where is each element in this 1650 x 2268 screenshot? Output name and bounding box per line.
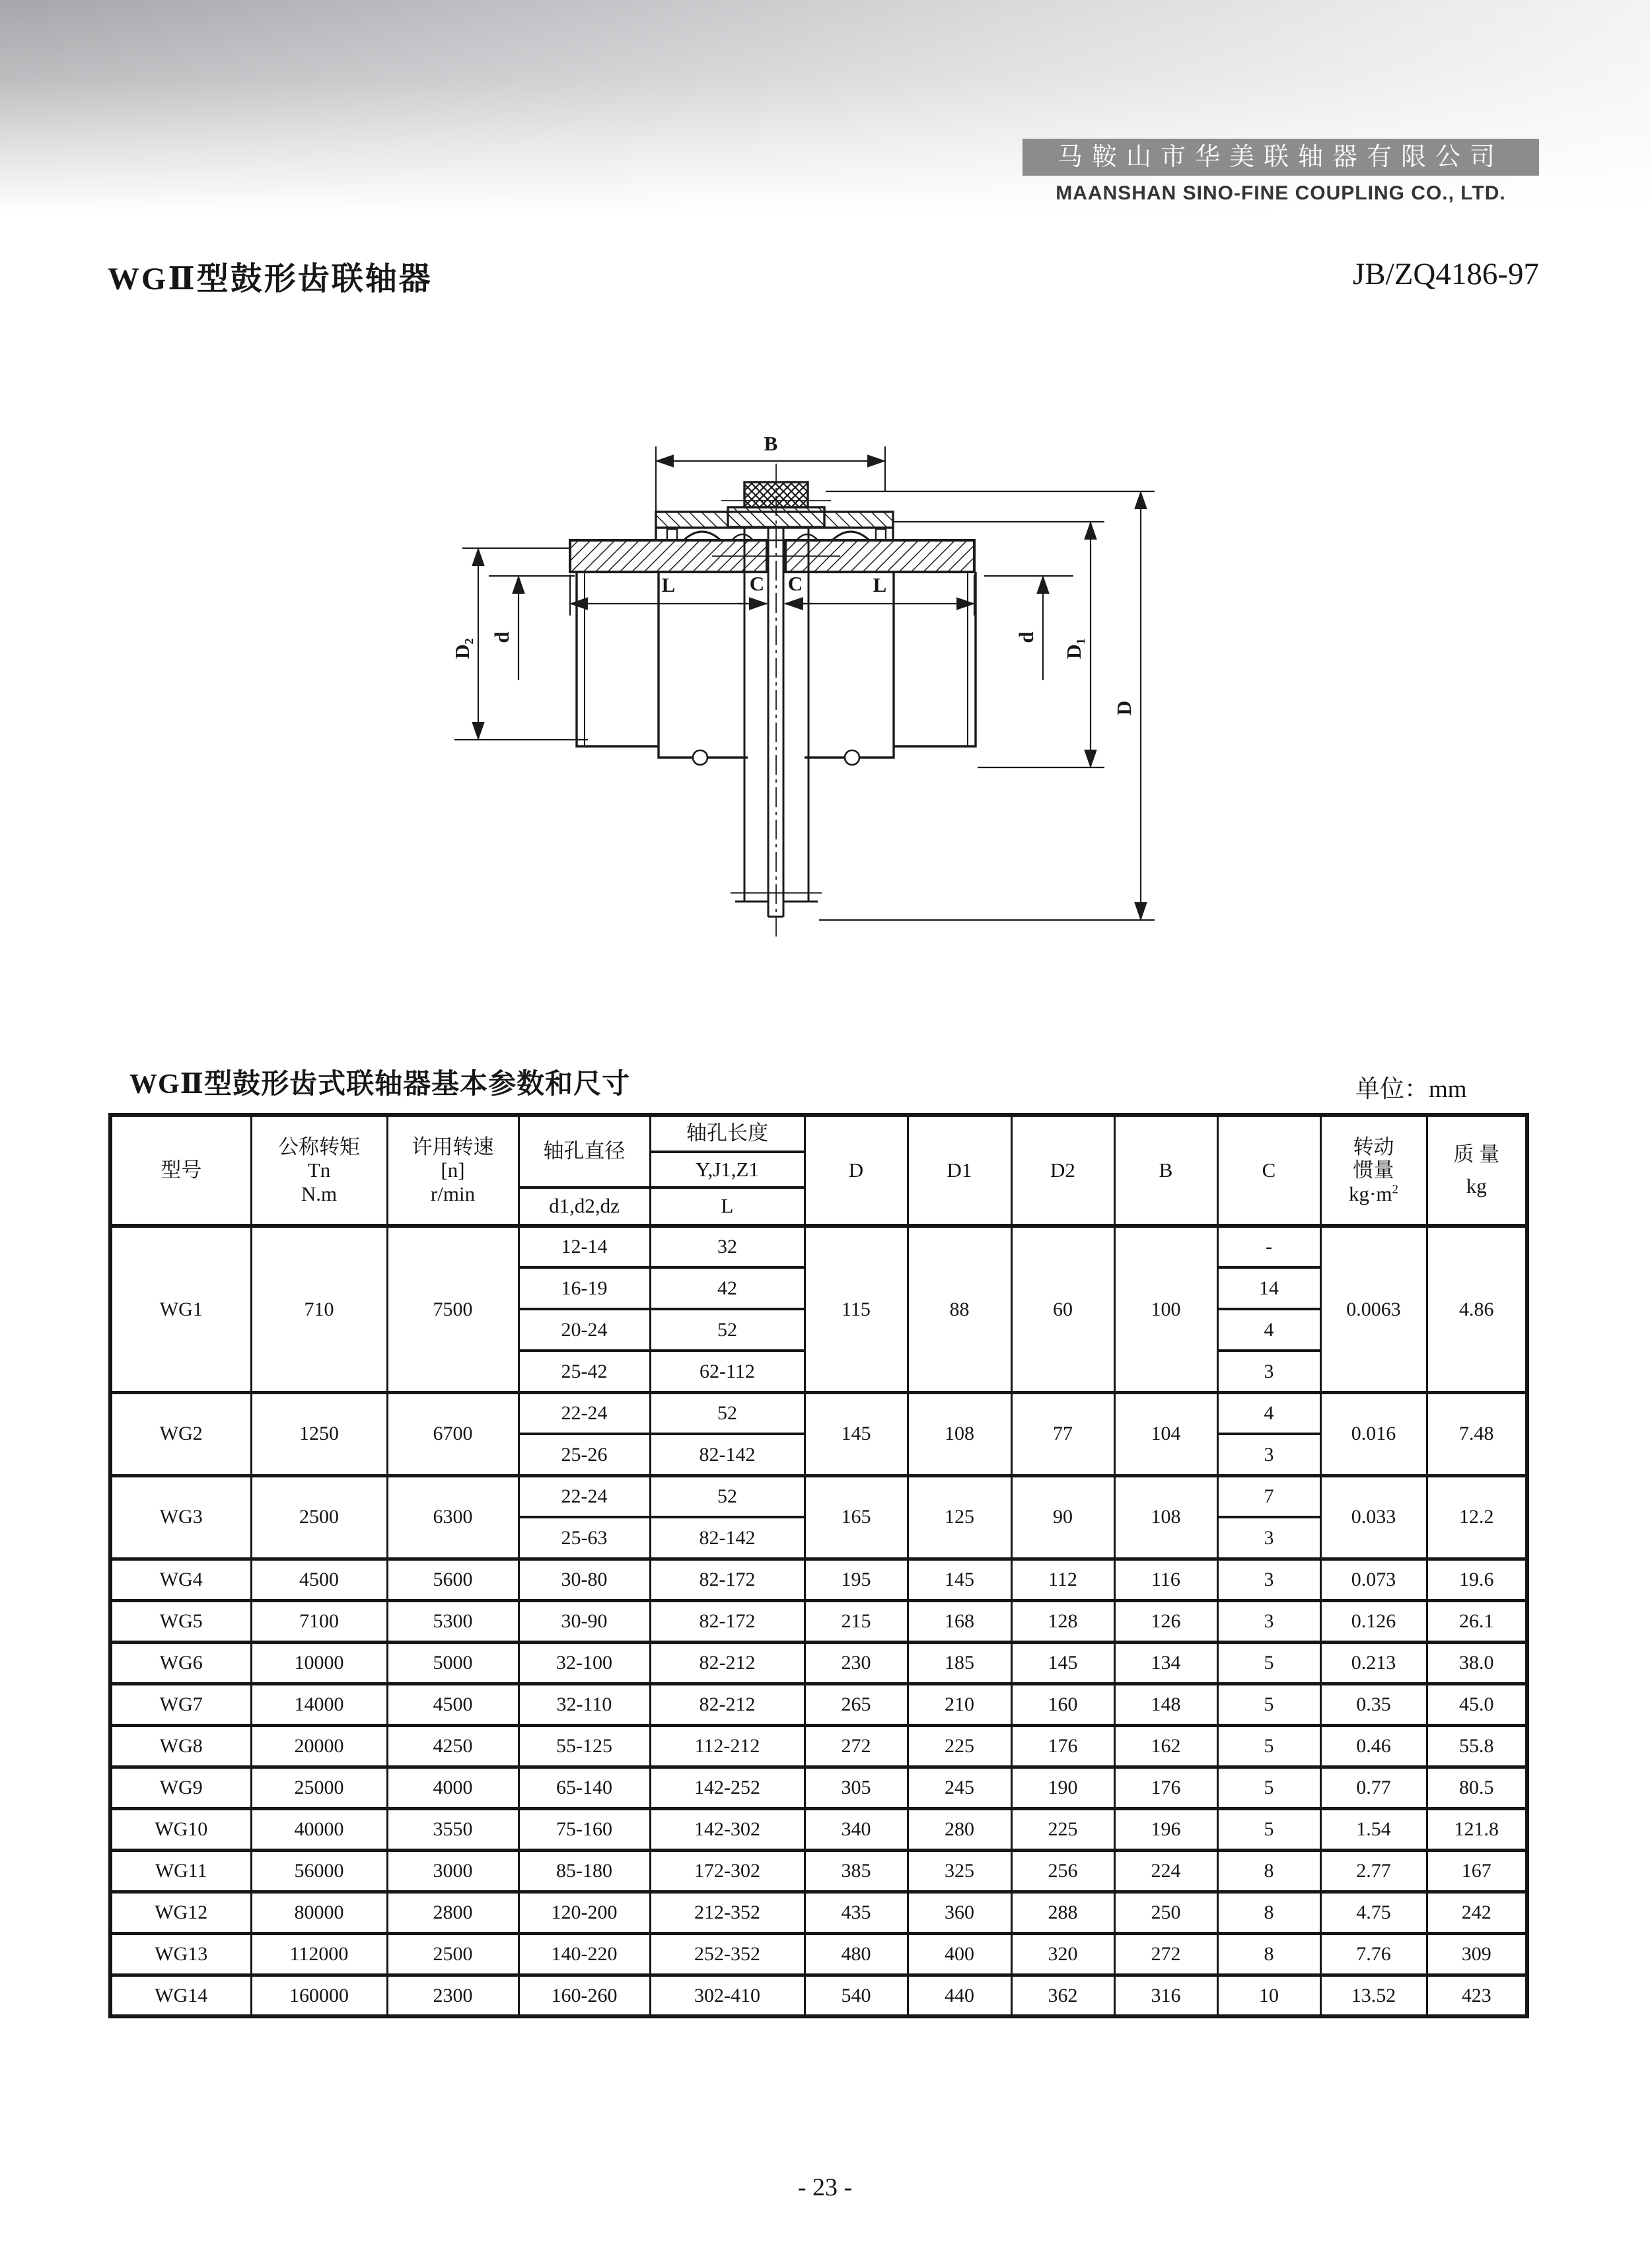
- coupling-drawing-svg: [423, 416, 1295, 944]
- model-cell: WG3: [110, 1475, 251, 1559]
- dim-label-D2: D₂: [450, 638, 474, 659]
- dim-left: [454, 548, 588, 740]
- bore-length-cell: 52: [650, 1392, 805, 1434]
- col-header-bore-diameter: 轴孔直径: [519, 1115, 650, 1187]
- mass-cell: 423: [1427, 1975, 1527, 2016]
- inertia-cell: 1.54: [1320, 1808, 1427, 1850]
- mass-cell: 80.5: [1427, 1767, 1527, 1808]
- D-cell: 215: [805, 1600, 908, 1642]
- D1-cell: 108: [908, 1392, 1011, 1475]
- bore-diameter-cell: 32-110: [519, 1683, 650, 1725]
- bore-diameter-cell: 16-19: [519, 1267, 650, 1309]
- speed-cell: 4500: [387, 1683, 519, 1725]
- col-header-D2: D2: [1011, 1115, 1114, 1226]
- inertia-cell: 0.126: [1320, 1600, 1427, 1642]
- D-cell: 230: [805, 1642, 908, 1683]
- C-cell: 8: [1217, 1933, 1320, 1975]
- torque-cell: 80000: [251, 1892, 387, 1933]
- torque-cell: 112000: [251, 1933, 387, 1975]
- bore-length-cell: 52: [650, 1309, 805, 1351]
- torque-header-unit: N.m: [301, 1182, 338, 1205]
- inertia-cell: 0.033: [1320, 1475, 1427, 1559]
- C-cell: -: [1217, 1226, 1320, 1267]
- B-cell: 100: [1114, 1226, 1217, 1392]
- bore-diameter-cell: 65-140: [519, 1767, 650, 1808]
- speed-cell: 2800: [387, 1892, 519, 1933]
- bore-diameter-cell: 25-63: [519, 1517, 650, 1559]
- D2-cell: 77: [1011, 1392, 1114, 1475]
- torque-cell: 40000: [251, 1808, 387, 1850]
- bore-length-cell: 82-142: [650, 1517, 805, 1559]
- col-header-bore-length-yjz: Y,J1,Z1: [650, 1152, 805, 1187]
- torque-cell: 710: [251, 1226, 387, 1392]
- bore-diameter-cell: 85-180: [519, 1850, 650, 1892]
- D-cell: 435: [805, 1892, 908, 1933]
- col-header-D1: D1: [908, 1115, 1011, 1226]
- col-header-D: D: [805, 1115, 908, 1226]
- inertia-cell: 7.76: [1320, 1933, 1427, 1975]
- bore-length-cell: 52: [650, 1475, 805, 1517]
- D2-cell: 256: [1011, 1850, 1114, 1892]
- bore-length-cell: 42: [650, 1267, 805, 1309]
- speed-header-symbol: [n]: [441, 1158, 465, 1182]
- model-cell: WG10: [110, 1808, 251, 1850]
- torque-header-symbol: Tn: [307, 1158, 331, 1182]
- model-cell: WG12: [110, 1892, 251, 1933]
- D1-cell: 125: [908, 1475, 1011, 1559]
- page-title: WGⅡ型鼓形齿联轴器: [108, 262, 433, 297]
- bore-diameter-cell: 22-24: [519, 1392, 650, 1434]
- bore-diameter-cell: 32-100: [519, 1642, 650, 1683]
- bore-length-cell: 172-302: [650, 1850, 805, 1892]
- bore-length-cell: 82-172: [650, 1559, 805, 1600]
- D1-cell: 185: [908, 1642, 1011, 1683]
- inertia-cell: 0.016: [1320, 1392, 1427, 1475]
- bore-diameter-cell: 120-200: [519, 1892, 650, 1933]
- model-cell: WG11: [110, 1850, 251, 1892]
- speed-cell: 2500: [387, 1933, 519, 1975]
- D-cell: 272: [805, 1725, 908, 1767]
- torque-cell: 14000: [251, 1683, 387, 1725]
- inertia-header-unit: $kg\cdot m^2$: [1349, 1182, 1398, 1205]
- D1-cell: 360: [908, 1892, 1011, 1933]
- speed-cell: 6700: [387, 1392, 519, 1475]
- speed-cell: 3550: [387, 1808, 519, 1850]
- mass-cell: 121.8: [1427, 1808, 1527, 1850]
- inertia-cell: 4.75: [1320, 1892, 1427, 1933]
- D2-cell: 320: [1011, 1933, 1114, 1975]
- page-number: - 23 -: [797, 2174, 853, 2201]
- torque-cell: 7100: [251, 1600, 387, 1642]
- speed-cell: 3000: [387, 1850, 519, 1892]
- D1-cell: 210: [908, 1683, 1011, 1725]
- bore-diameter-cell: 140-220: [519, 1933, 650, 1975]
- inertia-cell: 0.77: [1320, 1767, 1427, 1808]
- C-cell: 10: [1217, 1975, 1320, 2016]
- D2-cell: 190: [1011, 1767, 1114, 1808]
- torque-cell: 2500: [251, 1475, 387, 1559]
- D-cell: 385: [805, 1850, 908, 1892]
- C-cell: 14: [1217, 1267, 1320, 1309]
- dim-label-B: B: [764, 432, 778, 455]
- mass-cell: 242: [1427, 1892, 1527, 1933]
- B-cell: 116: [1114, 1559, 1217, 1600]
- torque-cell: 10000: [251, 1642, 387, 1683]
- speed-cell: 6300: [387, 1475, 519, 1559]
- D-cell: 165: [805, 1475, 908, 1559]
- bore-length-cell: 82-172: [650, 1600, 805, 1642]
- mass-cell: 309: [1427, 1933, 1527, 1975]
- company-name-en: MAANSHAN SINO-FINE COUPLING CO., LTD.: [1056, 182, 1506, 204]
- D-cell: 540: [805, 1975, 908, 2016]
- C-cell: 7: [1217, 1475, 1320, 1517]
- mass-cell: 4.86: [1427, 1226, 1527, 1392]
- mass-cell: 55.8: [1427, 1725, 1527, 1767]
- C-cell: 4: [1217, 1309, 1320, 1351]
- speed-cell: 4000: [387, 1767, 519, 1808]
- inertia-header-cn2: 惯量: [1353, 1158, 1394, 1182]
- B-cell: 148: [1114, 1683, 1217, 1725]
- model-cell: WG2: [110, 1392, 251, 1475]
- D1-cell: 280: [908, 1808, 1011, 1850]
- inertia-cell: 2.77: [1320, 1850, 1427, 1892]
- speed-cell: 4250: [387, 1725, 519, 1767]
- D2-cell: 145: [1011, 1642, 1114, 1683]
- model-cell: WG4: [110, 1559, 251, 1600]
- C-cell: 4: [1217, 1392, 1320, 1434]
- bore-length-cell: 252-352: [650, 1933, 805, 1975]
- col-header-bore-diameter-sub: d1,d2,dz: [519, 1187, 650, 1226]
- bore-diameter-cell: 12-14: [519, 1226, 650, 1267]
- B-cell: 126: [1114, 1600, 1217, 1642]
- dim-label-d-left: d: [490, 631, 513, 643]
- col-header-B: B: [1114, 1115, 1217, 1226]
- company-banner: 马鞍山市华美联轴器有限公司: [1022, 139, 1539, 176]
- D1-cell: 440: [908, 1975, 1011, 2016]
- model-cell: WG13: [110, 1933, 251, 1975]
- D1-cell: 245: [908, 1767, 1011, 1808]
- D-cell: 340: [805, 1808, 908, 1850]
- mass-header-unit: kg: [1466, 1174, 1487, 1197]
- C-cell: 8: [1217, 1850, 1320, 1892]
- D-cell: 145: [805, 1392, 908, 1475]
- dim-label-d-right: d: [1015, 631, 1038, 643]
- D-cell: 305: [805, 1767, 908, 1808]
- spec-table-body: [110, 1226, 1527, 2016]
- torque-cell: 25000: [251, 1767, 387, 1808]
- bore-length-cell: 82-142: [650, 1434, 805, 1475]
- B-cell: 104: [1114, 1392, 1217, 1475]
- model-cell: WG14: [110, 1975, 251, 2016]
- bore-diameter-cell: 22-24: [519, 1475, 650, 1517]
- col-header-mass: [1427, 1115, 1527, 1226]
- model-cell: WG9: [110, 1767, 251, 1808]
- B-cell: 224: [1114, 1850, 1217, 1892]
- standard-code: JB/ZQ4186-97: [1353, 257, 1539, 291]
- inertia-header-cn1: 转动: [1353, 1135, 1394, 1158]
- B-cell: 176: [1114, 1767, 1217, 1808]
- D2-cell: 60: [1011, 1226, 1114, 1392]
- dim-label-C-right: C: [787, 572, 803, 595]
- D2-cell: 176: [1011, 1725, 1114, 1767]
- bore-length-cell: 82-212: [650, 1683, 805, 1725]
- bore-length-cell: 112-212: [650, 1725, 805, 1767]
- C-cell: 5: [1217, 1808, 1320, 1850]
- speed-cell: 5000: [387, 1642, 519, 1683]
- bore-length-cell: 62-112: [650, 1351, 805, 1392]
- C-cell: 8: [1217, 1892, 1320, 1933]
- bore-length-cell: 82-212: [650, 1642, 805, 1683]
- speed-header-cn: 许用转速: [412, 1135, 494, 1158]
- D1-cell: 88: [908, 1226, 1011, 1392]
- col-header-speed: [387, 1115, 519, 1226]
- mass-cell: 26.1: [1427, 1600, 1527, 1642]
- bore-length-cell: 142-252: [650, 1767, 805, 1808]
- dim-label-D: D: [1112, 700, 1135, 716]
- inertia-cell: 0.073: [1320, 1559, 1427, 1600]
- spec-table-header: [110, 1115, 1527, 1226]
- inertia-cell: 0.0063: [1320, 1226, 1427, 1392]
- col-header-bore-length-l: L: [650, 1187, 805, 1226]
- mass-cell: 12.2: [1427, 1475, 1527, 1559]
- D1-cell: 325: [908, 1850, 1011, 1892]
- C-cell: 5: [1217, 1642, 1320, 1683]
- bore-length-cell: 142-302: [650, 1808, 805, 1850]
- D2-cell: 225: [1011, 1808, 1114, 1850]
- col-header-model: 型号: [110, 1115, 251, 1226]
- torque-cell: 1250: [251, 1392, 387, 1475]
- torque-cell: 56000: [251, 1850, 387, 1892]
- B-cell: 316: [1114, 1975, 1217, 2016]
- mass-header-cn: 质 量: [1453, 1143, 1500, 1166]
- bore-diameter-cell: 30-90: [519, 1600, 650, 1642]
- centerlines: [712, 464, 840, 941]
- bore-diameter-cell: 20-24: [519, 1309, 650, 1351]
- speed-cell: 5600: [387, 1559, 519, 1600]
- D-cell: 115: [805, 1226, 908, 1392]
- bore-length-cell: 212-352: [650, 1892, 805, 1933]
- mass-cell: 7.48: [1427, 1392, 1527, 1475]
- speed-cell: 7500: [387, 1226, 519, 1392]
- B-cell: 162: [1114, 1725, 1217, 1767]
- coupling-section-drawing: [423, 416, 1295, 944]
- D2-cell: 128: [1011, 1600, 1114, 1642]
- torque-cell: 160000: [251, 1975, 387, 2016]
- col-header-C: C: [1217, 1115, 1320, 1226]
- C-cell: 3: [1217, 1351, 1320, 1392]
- dim-LC: [570, 575, 974, 616]
- mass-cell: 19.6: [1427, 1559, 1527, 1600]
- bore-diameter-cell: 30-80: [519, 1559, 650, 1600]
- bore-diameter-cell: 160-260: [519, 1975, 650, 2016]
- unit-label: 单位：mm: [1355, 1076, 1467, 1103]
- dim-label-C-left: C: [749, 572, 765, 595]
- D1-cell: 400: [908, 1933, 1011, 1975]
- mass-cell: 167: [1427, 1850, 1527, 1892]
- D1-cell: 225: [908, 1725, 1011, 1767]
- bore-length-cell: 302-410: [650, 1975, 805, 2016]
- D2-cell: 90: [1011, 1475, 1114, 1559]
- B-cell: 134: [1114, 1642, 1217, 1683]
- D2-cell: 288: [1011, 1892, 1114, 1933]
- col-header-inertia: [1320, 1115, 1427, 1226]
- C-cell: 3: [1217, 1600, 1320, 1642]
- speed-header-unit: r/min: [430, 1182, 476, 1205]
- C-cell: 3: [1217, 1517, 1320, 1559]
- dim-label-L-left: L: [661, 573, 676, 596]
- speed-cell: 5300: [387, 1600, 519, 1642]
- C-cell: 3: [1217, 1434, 1320, 1475]
- torque-cell: 4500: [251, 1559, 387, 1600]
- C-cell: 3: [1217, 1559, 1320, 1600]
- col-header-torque: [251, 1115, 387, 1226]
- torque-header-cn: 公称转矩: [278, 1135, 360, 1158]
- D2-cell: 362: [1011, 1975, 1114, 2016]
- bore-diameter-cell: 75-160: [519, 1808, 650, 1850]
- D-cell: 195: [805, 1559, 908, 1600]
- B-cell: 250: [1114, 1892, 1217, 1933]
- D2-cell: 112: [1011, 1559, 1114, 1600]
- D2-cell: 160: [1011, 1683, 1114, 1725]
- D1-cell: 168: [908, 1600, 1011, 1642]
- C-cell: 5: [1217, 1725, 1320, 1767]
- inertia-cell: 0.46: [1320, 1725, 1427, 1767]
- model-cell: WG1: [110, 1226, 251, 1392]
- model-cell: WG5: [110, 1600, 251, 1642]
- B-cell: 196: [1114, 1808, 1217, 1850]
- B-cell: 108: [1114, 1475, 1217, 1559]
- dim-label-L-right: L: [873, 573, 887, 596]
- inertia-cell: 13.52: [1320, 1975, 1427, 2016]
- col-header-bore-length: 轴孔长度: [650, 1115, 805, 1152]
- table-title: WGⅡ型鼓形齿式联轴器基本参数和尺寸: [129, 1069, 631, 1100]
- C-cell: 5: [1217, 1767, 1320, 1808]
- mass-cell: 38.0: [1427, 1642, 1527, 1683]
- model-cell: WG8: [110, 1725, 251, 1767]
- bore-diameter-cell: 55-125: [519, 1725, 650, 1767]
- bore-diameter-cell: 25-26: [519, 1434, 650, 1475]
- torque-cell: 20000: [251, 1725, 387, 1767]
- B-cell: 272: [1114, 1933, 1217, 1975]
- bore-length-cell: 32: [650, 1226, 805, 1267]
- D1-cell: 145: [908, 1559, 1011, 1600]
- inertia-cell: 0.35: [1320, 1683, 1427, 1725]
- D-cell: 265: [805, 1683, 908, 1725]
- spec-table: [108, 1113, 1529, 2018]
- C-cell: 5: [1217, 1683, 1320, 1725]
- dim-label-D1: D₁: [1062, 638, 1085, 659]
- mass-cell: 45.0: [1427, 1683, 1527, 1725]
- D-cell: 480: [805, 1933, 908, 1975]
- inertia-cell: 0.213: [1320, 1642, 1427, 1683]
- speed-cell: 2300: [387, 1975, 519, 2016]
- model-cell: WG7: [110, 1683, 251, 1725]
- bore-diameter-cell: 25-42: [519, 1351, 650, 1392]
- model-cell: WG6: [110, 1642, 251, 1683]
